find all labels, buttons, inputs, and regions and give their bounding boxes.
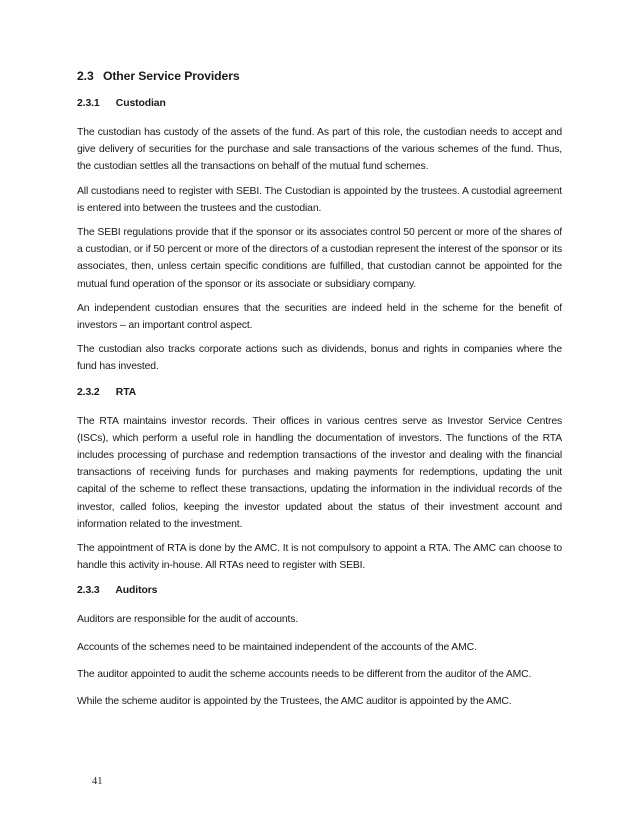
- paragraph: While the scheme auditor is appointed by the Trustees, the AMC auditor is appointed by the AMC.: [77, 696, 512, 708]
- section-title: Other Service Providers: [102, 69, 240, 83]
- paragraph: The SEBI regulations provide that if the sponsor or its associates control 50 percent or more of the shares of a custodian, or if 50 percent or more of the directors of a custodian represent the interest of the sponsor or its associates, then, unless certain specific conditions are fulfilled, that custodian cannot be appointed for the mutual fund operation of the sponsor or its associate or subsidiary company.: [77, 227, 562, 290]
- paragraph: The appointment of RTA is done by the AMC. It is not compulsory to appoint a RTA. The AMC can choose to handle this activity in-house. All RTAs need to register with SEBI.: [77, 543, 562, 572]
- paragraph: An independent custodian ensures that the securities are indeed held in the scheme for the benefit of investors – an important control aspect.: [77, 302, 562, 332]
- subsection-title: RTA: [115, 386, 137, 398]
- subsection-heading-rta: [77, 386, 562, 400]
- subsection-heading-auditors: [77, 584, 562, 598]
- document-page: [77, 68, 562, 717]
- paragraph: The custodian also tracks corporate actions such as dividends, bonus and rights in companies where the fund has invested.: [77, 344, 562, 373]
- page-number: 41: [92, 776, 103, 787]
- paragraph: Accounts of the schemes need to be maintained independent of the accounts of the AMC.: [77, 641, 477, 653]
- paragraph: The custodian has custody of the assets of the fund. As part of this role, the custodian needs to accept and give delivery of securities for the purchase and sale transactions of the various schemes of the fund. Thus, the custodian settles all the transactions on behalf of the mutual fund schemes.: [77, 127, 562, 173]
- section-number: 2.3: [77, 69, 94, 83]
- section-heading: [77, 68, 562, 84]
- subsection-title: Auditors: [115, 585, 158, 597]
- subsection-title: Custodian: [115, 98, 166, 109]
- subsection-number: 2.3.1: [77, 98, 100, 109]
- paragraph: The RTA maintains investor records. Their offices in various centres serve as Investor Service Centres (ISCs), which perform a useful role in handling the documentation of investors. The functions of the RTA includes processing of purchase and redemption transactions of the investor and dealing with the financial transactions of receiving funds for purchases and making payments for redemptions, updating the unit capital of the scheme to reflect these transactions, updating the information in the individual records of the investor, called folios, keeping the investor updated about the status of their investment account and information related to the investment.: [77, 415, 562, 530]
- subsection-number: 2.3.3: [77, 585, 100, 597]
- paragraph: Auditors are responsible for the audit of accounts.: [77, 614, 299, 626]
- subsection-heading-custodian: [77, 97, 562, 111]
- paragraph: All custodians need to register with SEBI. The Custodian is appointed by the trustees. A custodial agreement is entered into between the trustees and the custodian.: [77, 185, 562, 214]
- paragraph: The auditor appointed to audit the scheme accounts needs to be different from the auditor of the AMC.: [77, 668, 532, 680]
- subsection-number: 2.3.2: [77, 386, 100, 398]
